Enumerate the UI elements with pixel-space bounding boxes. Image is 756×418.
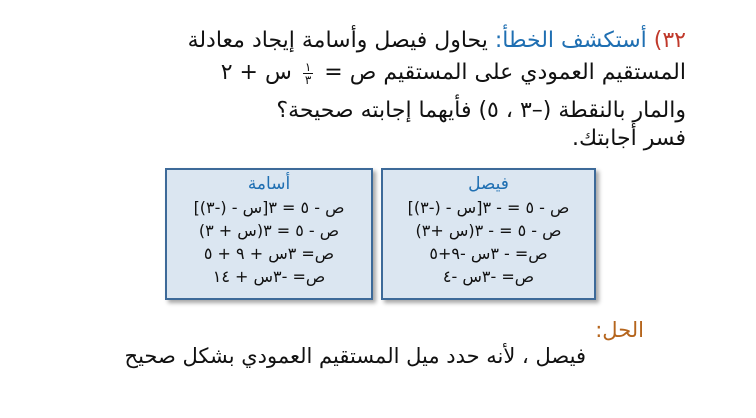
question-line-2-end: س + ٢	[220, 60, 292, 85]
question-line-2	[221, 58, 686, 88]
osama-step-1: ص - ٥ = ٣[س - (-٣)]	[193, 198, 345, 217]
osama-step-3: ص= ٣س + ٩ + ٥	[203, 244, 335, 263]
question-line-4: فسر أجابتك.	[572, 126, 686, 151]
osama-title: أسامة	[247, 174, 291, 194]
question-line-1	[188, 26, 686, 56]
osama-answer-box	[165, 168, 373, 300]
osama-step-2: ص - ٥ = ٣(س + ٣)	[198, 221, 340, 240]
faisal-step-2: ص - ٥ = - ٣(س +٣)	[415, 221, 562, 240]
faisal-step-4: ص= -٣س -٤	[442, 267, 535, 286]
question-label: أستكشف الخطأ:	[494, 28, 647, 53]
faisal-step-3: ص= - ٣س -٩+٥	[429, 244, 548, 263]
question-line-3: والمار بالنقطة (–٣ ، ٥) فأيهما إجابته صحيحة؟	[276, 98, 686, 123]
fraction-numerator: ١	[304, 59, 312, 74]
faisal-step-1: ص - ٥ = - ٣[س - (-٣)]	[407, 198, 570, 217]
faisal-title: فيصل	[468, 174, 509, 194]
solution-label: الحل:	[595, 318, 644, 342]
question-line-2-start: المستقيم العمودي على المستقيم ص =	[324, 60, 686, 85]
slope-fraction	[303, 61, 313, 86]
faisal-answer-box	[381, 168, 596, 300]
fraction-denominator: ٣	[304, 72, 312, 87]
osama-step-4: ص= -٣س + ١٤	[212, 267, 326, 286]
solution-text: فيصل ، لأنه حدد ميل المستقيم العمودي بشكل صحيح	[124, 344, 586, 368]
question-line-1-text: يحاول فيصل وأسامة إيجاد معادلة	[187, 28, 488, 53]
question-number: ٣٢)	[653, 28, 686, 53]
